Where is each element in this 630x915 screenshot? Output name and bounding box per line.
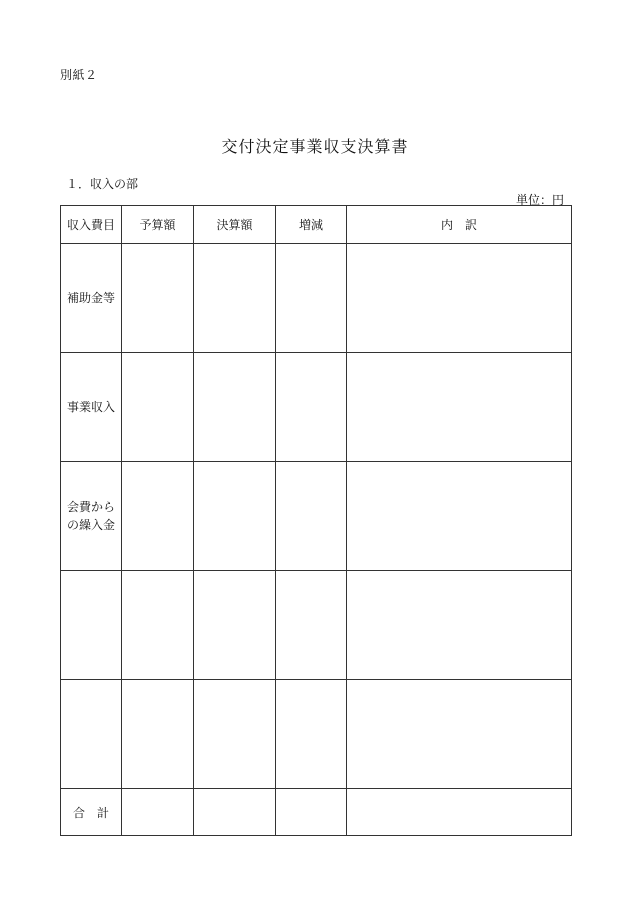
section-heading: １．収入の部 [66,177,139,191]
change-cell[interactable] [276,571,347,680]
breakdown-cell[interactable] [347,680,572,789]
settlement-cell[interactable] [194,244,276,353]
row-label: 補助金等 [66,291,115,305]
column-header-budget: 予算額 [122,206,194,244]
breakdown-cell[interactable] [347,462,572,571]
budget-cell[interactable] [122,680,194,789]
total-row [61,789,572,836]
total-breakdown-cell[interactable] [347,789,572,836]
change-cell[interactable] [276,353,347,462]
settlement-cell[interactable] [194,462,276,571]
breakdown-cell[interactable] [347,571,572,680]
unit-note: 単位：円 [515,193,564,207]
column-header-settlement: 決算額 [194,206,276,244]
table-row [61,571,572,680]
row-label-cell [61,462,122,571]
table-row [61,353,572,462]
income-table [60,205,572,836]
row-label-cell[interactable] [61,680,122,789]
budget-cell[interactable] [122,571,194,680]
total-label: 合 計 [61,789,122,836]
document-title: 交付決定事業収支決算書 [221,137,409,156]
table-row [61,680,572,789]
settlement-cell[interactable] [194,353,276,462]
column-header-breakdown: 内 訳 [347,206,572,244]
row-label-cell [61,353,122,462]
budget-cell[interactable] [122,462,194,571]
table-row [61,462,572,571]
table-header-row [61,206,572,244]
total-settlement-cell[interactable] [194,789,276,836]
row-label: 会費から の繰入金 [66,500,115,532]
change-cell[interactable] [276,244,347,353]
settlement-cell[interactable] [194,571,276,680]
attachment-label: 別紙２ [60,68,98,82]
change-cell[interactable] [276,462,347,571]
breakdown-cell[interactable] [347,353,572,462]
row-label-cell[interactable] [61,571,122,680]
total-budget-cell[interactable] [122,789,194,836]
budget-cell[interactable] [122,244,194,353]
column-header-item: 収入費目 [61,206,122,244]
breakdown-cell[interactable] [347,244,572,353]
settlement-cell[interactable] [194,680,276,789]
row-label: 事業収入 [66,400,115,414]
row-label-cell [61,244,122,353]
table-row [61,244,572,353]
total-change-cell[interactable] [276,789,347,836]
change-cell[interactable] [276,680,347,789]
budget-cell[interactable] [122,353,194,462]
column-header-change: 増減 [276,206,347,244]
